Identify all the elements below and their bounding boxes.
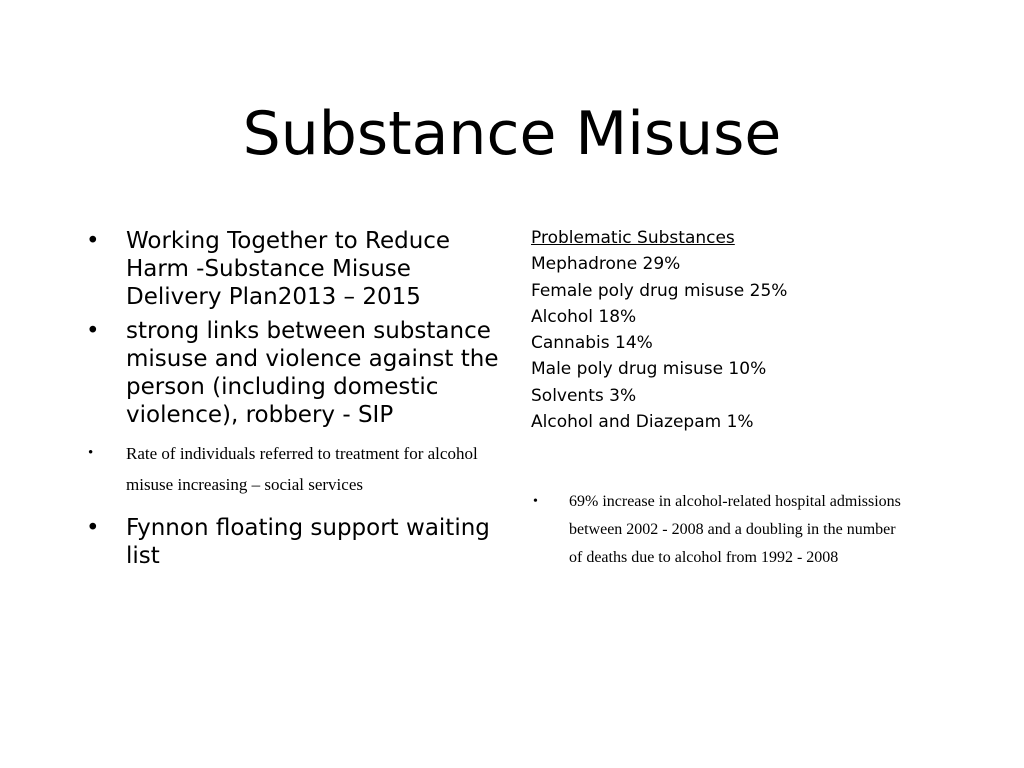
substance-item-solvents: Solvents 3%	[531, 385, 637, 406]
bullet-item-fynnon	[86, 514, 506, 570]
bullet-item-referral-rate	[86, 438, 506, 500]
substance-item-female-poly: Female poly drug misuse 25%	[531, 280, 788, 301]
substance-item-alcohol-diazepam: Alcohol and Diazepam 1%	[531, 412, 754, 433]
substances-heading: Problematic Substances	[531, 228, 735, 248]
bullet-dot: •	[86, 228, 100, 254]
bullet-dot: •	[533, 494, 538, 509]
bullet-dot: •	[86, 515, 100, 541]
bullet-text: strong links between substance misuse and violence against the person (including domestic violence), robbery - SIP	[126, 318, 499, 428]
bullet-dot: •	[88, 445, 94, 461]
bullet-text: Working Together to Reduce Harm -Substance Misuse Delivery Plan2013 – 2015	[126, 228, 451, 310]
problematic-substances-list	[531, 225, 951, 435]
bullet-item-strong-links	[86, 317, 506, 429]
substance-item-mephadrone: Mephadrone 29%	[531, 254, 681, 275]
hospital-admissions-bullet	[531, 488, 911, 572]
bullet-dot: •	[86, 318, 100, 344]
left-bullet-list	[86, 227, 506, 570]
substance-item-alcohol: Alcohol 18%	[531, 306, 637, 327]
substance-item-cannabis: Cannabis 14%	[531, 333, 653, 354]
bullet-text: Fynnon floating support waiting list	[126, 515, 490, 569]
substance-item-male-poly: Male poly drug misuse 10%	[531, 359, 767, 380]
bullet-item-delivery-plan	[86, 227, 506, 311]
bullet-text: Rate of individuals referred to treatment for alcohol misuse increasing – social services	[126, 444, 478, 494]
bullet-text: 69% increase in alcohol-related hospital admissions between 2002 - 2008 and a doubling in the number of deaths due to alcohol from 1992 - 2008	[569, 493, 901, 566]
slide-title: Substance Misuse	[242, 99, 782, 169]
